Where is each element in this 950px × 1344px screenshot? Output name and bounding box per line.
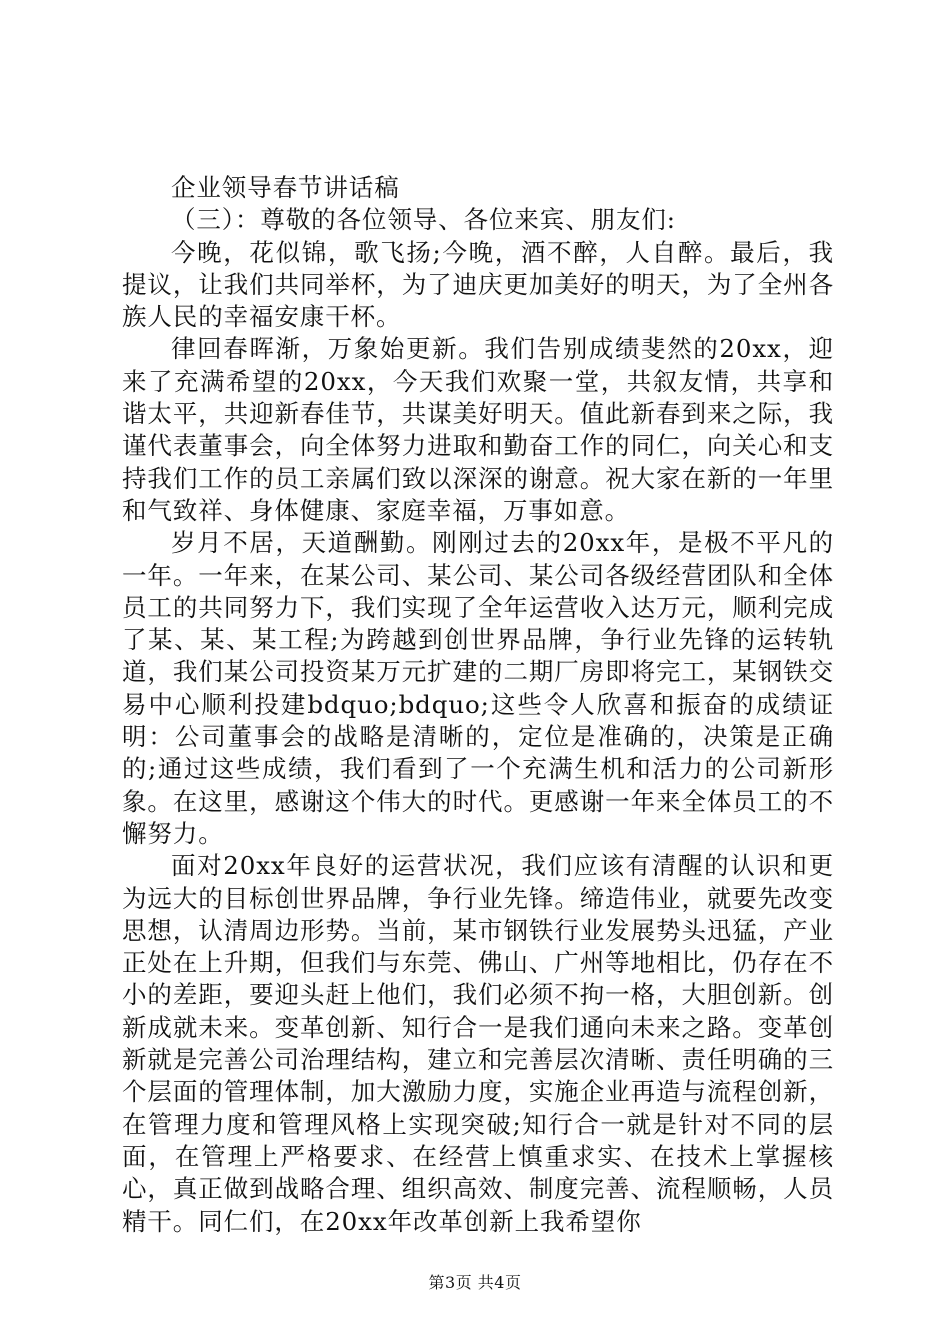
page-number-footer: 第3页 共4页 <box>428 1273 522 1292</box>
paragraph: 面对20xx年良好的运营状况，我们应该有清醒的认识和更为远大的目标创世界品牌，争行业先锋。缔造伟业，就要先改变思想，认清周边形势。当前，某市钢铁行业发展势头迅猛，产业正处在上升期，但我们与东莞、佛山、广州等地相比，仍存在不小的差距，要迎头赶上他们，我们必须不拘一格，大胆创新。创新成就未来。变革创新、知行合一是我们通向未来之路。变革创新就是完善公司治理结构，建立和完善层次清晰、责任明确的三个层面的管理体制，加大激励力度，实施企业再造与流程创新，在管理力度和管理风格上实现突破;知行合一就是针对不同的层面，在管理上严格要求、在经营上慎重求实、在技术上掌握核心，真正做到战略合理、组织高效、制度完善、流程顺畅，人员精干。同仁们，在20xx年改革创新上我希望你 <box>122 851 834 1236</box>
salutation-paragraph: （三）：尊敬的各位领导、各位来宾、朋友们: <box>171 205 676 235</box>
document-title: 企业领导春节讲话稿 <box>171 173 400 202</box>
paragraph: 今晚，花似锦，歌飞扬;今晚，酒不醉，人自醉。最后，我提议，让我们共同举杯，为了迪庆更加美好的明天，为了全州各族人民的幸福安康干杯。 <box>122 237 834 332</box>
paragraph: 律回春晖渐，万象始更新。我们告别成绩斐然的20xx，迎来了充满希望的20xx，今天我们欢聚一堂，共叙友情，共享和谐太平，共迎新春佳节，共谋美好明天。值此新春到来之际，我谨代表董事会，向全体努力进取和勤奋工作的同仁，向关心和支持我们工作的员工亲属们致以深深的谢意。祝大家在新的一年里和气致祥、身体健康、家庭幸福，万事如意。 <box>122 334 834 525</box>
paragraph: 岁月不居，天道酬勤。刚刚过去的20xx年，是极不平凡的一年。一年来，在某公司、某公司、某公司各级经营团队和全体员工的共同努力下，我们实现了全年运营收入达万元，顺利完成了某、某、某工程;为跨越到创世界品牌，争行业先锋的运转轨道，我们某公司投资某万元扩建的二期厂房即将完工，某钢铁交易中心顺利投建bdquo;bdquo;这些令人欣喜和振奋的成绩证明：公司董事会的战略是清晰的，定位是准确的，决策是正确的;通过这些成绩，我们看到了一个充满生机和活力的公司新形象。在这里，感谢这个伟大的时代。更感谢一年来全体员工的不懈努力。 <box>122 528 834 848</box>
document-body <box>122 172 834 1238</box>
